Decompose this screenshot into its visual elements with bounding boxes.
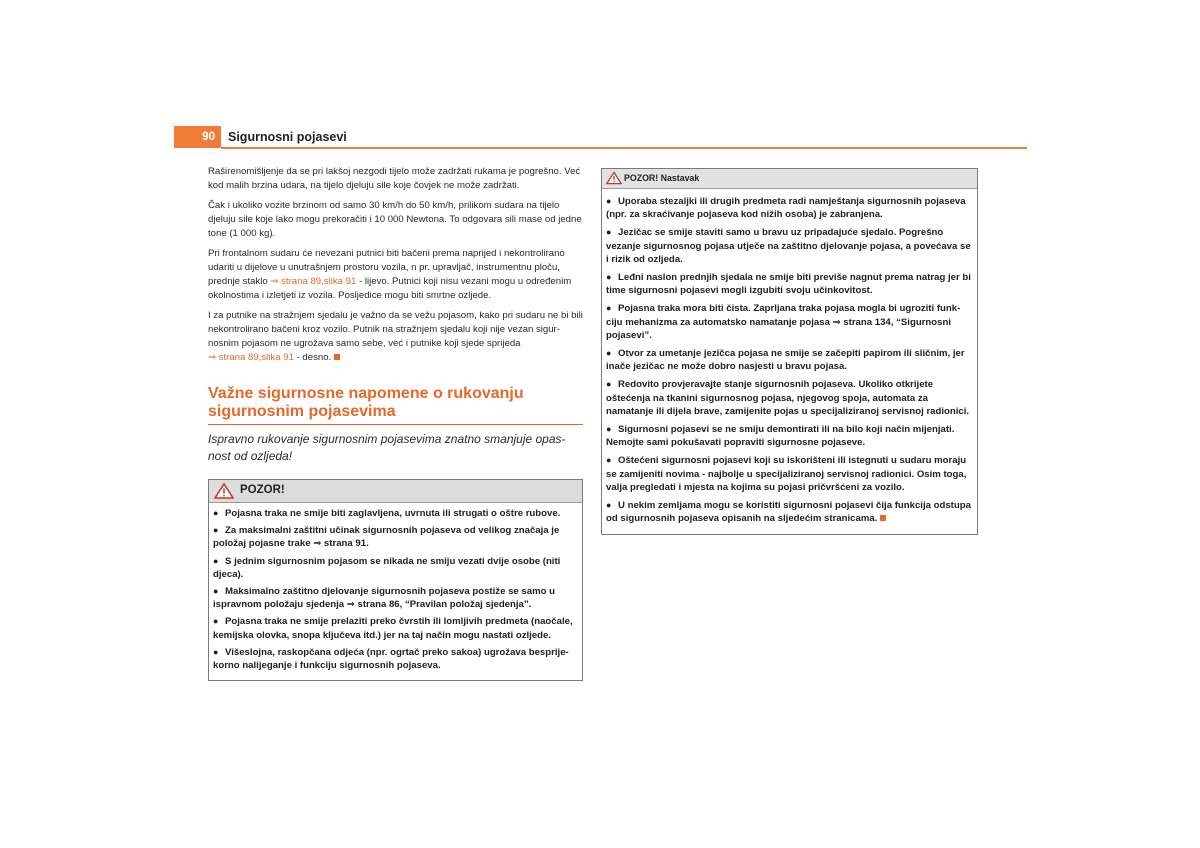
warning-item: ● S jednim sigurnosnim pojasom se nikada ne smiju vezati dvije osobe (niti djeca). <box>213 555 561 580</box>
warning-item: ● Uporaba stezaljki ili drugih predmeta radi namještanja sigurnosnih pojaseva (npr. za skraćivanje pojaseva kod nižih osoba) je zabranjena. <box>606 196 966 221</box>
warning-triangle-icon <box>606 171 622 190</box>
warning-item: ● Maksimalno zaštitno djelovanje sigurnosnih pojaseva postiže se samo u ispravnom položaju sjedenja ⇒ strana 86, “Pravilan položaj sjedenja”. <box>213 586 556 611</box>
warning-triangle-icon <box>214 483 234 504</box>
warning-item: ● Pojasna traka ne smije biti zaglavljena, uvrnuta ili strugati o oštre rubove. <box>213 508 561 519</box>
paragraph-4 <box>208 309 583 365</box>
page-header <box>174 126 1027 149</box>
warning-continued-box <box>601 168 978 535</box>
warning-item: ● Leđni naslon prednjih sjedala ne smije biti previše nagnut prema natrag jer bi time sigurnosni pojasevi mogli izgubiti svoju učinkovitost. <box>606 272 971 297</box>
paragraph-4-text-b: - desno. <box>293 352 332 363</box>
left-column <box>208 165 583 681</box>
warning-header <box>209 480 582 503</box>
warning-title: POZOR! Nastavak <box>624 173 700 183</box>
warning-item: ● Redovito provjeravajte stanje sigurnosnih pojaseva. Ukoliko otkrijete oštećenja na tkanini sigurnosnog pojasa, njegovog spoja, automata za namatanje ili dijela brave, zamijenite pojas u specijaliziranoj servisnoj radionici. <box>606 379 970 417</box>
warning-item: ● U nekim zemljama mogu se koristiti sigurnosni pojasevi čija funkcija odstupa od sigurnosnih pojaseva opisanih na sljedećim stranicama. <box>606 500 971 525</box>
paragraph-4-text-a: I za putnike na stražnjem sjedalu je važno da se vežu pojasom, kako pri sudaru ne bi bili nekontrolirano bačeni kroz vozilo. Putnik na stražnjem sjedalu koji nije vezan sigurnosnim pojasom ne ugrožava samo sebe, već i putnike koji sjede sprijeda <box>208 310 583 349</box>
warning-item: ● Višeslojna, raskopčana odjeća (npr. ogrtač preko sakoa) ugrožava besprijekorno nalijeganje i funkciju sigurnosnih pojaseva. <box>213 646 569 672</box>
warning-title: POZOR! <box>240 484 285 496</box>
paragraph-3-text-a: Pri frontalnom sudaru će nevezani putnici biti bačeni prema naprijed i nekontrolirano udariti u dijelove u unutrašnjem prostoru vozila, n pr. upravljač, instrumentnu ploču, prednje staklo <box>208 248 565 287</box>
warning-item: ● Otvor za umetanje jezičca pojasa ne smije se začepiti papirom ili sličnim, jer inače jezičac ne može dobro nasjesti u bravu pojasa. <box>606 348 965 373</box>
paragraph-3-text-b: - lijevo. Putnici koji nisu vezani mogu u određenim okolnostima i izletjeti iz vozila. Posljedice mogu biti smrtne ozljede. <box>208 276 572 301</box>
end-square-icon <box>880 515 886 521</box>
warning-item: ● Za maksimalni zaštitni učinak sigurnosnih pojaseva od velikog značaja je položaj pojasne trake ⇒ strana 91. <box>213 525 560 550</box>
warning-body <box>602 189 977 534</box>
warning-item: ● Jezičac se smije staviti samo u bravu uz pripadajuće sjedalo. Pogrešno vezanje sigurnosnog pojasa utječe na zaštitno djelovanje pojasa, a povećava se i rizik od ozljeda. <box>606 227 971 265</box>
cross-reference-link[interactable]: ⇒ strana 89,slika 91 <box>270 276 357 287</box>
warning-body <box>209 503 582 680</box>
warning-header <box>602 169 977 189</box>
warning-item: ● Sigurnosni pojasevi se ne smiju demontirati ili na bilo koji način mijenjati. Nemojte sami pokušavati popraviti sigurnosne pojaseve. <box>606 424 955 449</box>
end-square-icon <box>334 354 340 360</box>
paragraph-3 <box>208 247 583 303</box>
header-rule <box>221 147 1027 149</box>
intro-text: Ispravno rukovanje sigurnosnim pojasevima znatno smanjuje opasnost od ozljeda! <box>208 432 566 463</box>
paragraph-1: Raširenomišljenje da se pri lakšoj nezgodi tijelo može zadržati rukama je pogrešno. Već kod malih brzina udara, na tijelo djeluju sile koje čovjek ne može zadržati. <box>208 166 581 191</box>
paragraph-2: Čak i ukoliko vozite brzinom od samo 30 km/h do 50 km/h, prilikom sudara na tijelo djeluju sile koje lako mogu prekoračiti i 10 000 Newtona. To odgovara sili mase od jedne tone (1 000 kg). <box>208 200 582 239</box>
warning-item: ● Oštećeni sigurnosni pojasevi koji su iskorišteni ili istegnuti u sudaru moraju se zamijeniti novima - najbolje u specijaliziranoj servisnoj radionici. Osim toga, valja pregledati i mjesta na kojima su pojasi pričvršćeni za vozilo. <box>606 455 967 493</box>
cross-reference-link[interactable]: ⇒ strana 89,slika 91 <box>208 352 294 363</box>
warning-item: ● Pojasna traka ne smije prelaziti preko čvrstih ili lomljivih predmeta (naočale, kemijska olovka, snopa ključeva itd.) jer na taj način mogu nastati ozljede. <box>213 616 573 641</box>
section-heading: Važne sigurnosne napomene o rukovanju sigurnosnim pojasevima <box>208 385 583 425</box>
section-title: Sigurnosni pojasevi <box>228 130 347 144</box>
page-number: 90 <box>174 126 221 148</box>
warning-item: ● Pojasna traka mora biti čista. Zaprljana traka pojasa mogla bi ugroziti funkciju mehanizma za automatsko namatanje pojasa ⇒ strana 134, “Sigurnosni pojasevi”. <box>606 303 961 341</box>
warning-box <box>208 479 583 681</box>
